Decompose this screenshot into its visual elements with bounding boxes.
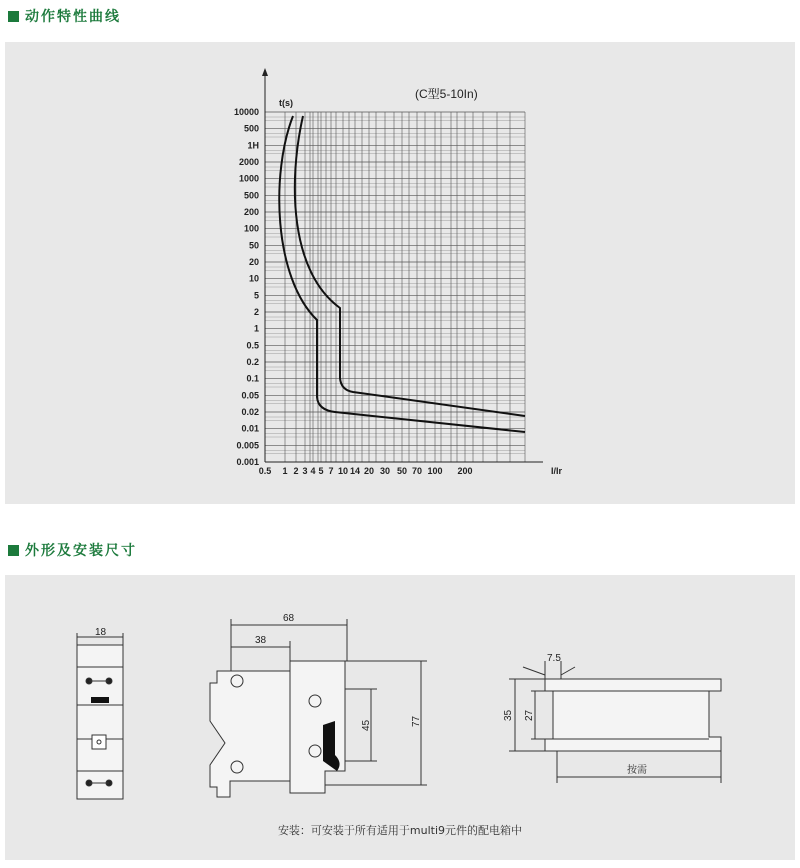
- y-tick-label: 1: [253, 323, 259, 334]
- x-tick-label: 50: [396, 466, 408, 476]
- trip-curve-chart: [5, 42, 795, 504]
- section-square-icon: [8, 11, 19, 22]
- dim-27-label: 27: [524, 709, 535, 721]
- side-view: [210, 613, 427, 797]
- dim-38-label: 38: [255, 635, 267, 646]
- y-tick-label: 0.05: [241, 390, 259, 401]
- section-title-curve: 动作特性曲线: [25, 9, 121, 25]
- y-tick-label: 0.02: [241, 407, 259, 417]
- x-tick-label: 3: [302, 466, 308, 476]
- x-tick-label: 14: [349, 466, 361, 476]
- curve-panel: [5, 42, 795, 504]
- x-tick-label: 70: [411, 466, 423, 476]
- trip-curve-upper: [295, 116, 525, 416]
- section-header-curve: [8, 6, 121, 26]
- y-tick-label: 1H: [247, 140, 259, 151]
- y-tick-label: 0.5: [246, 340, 259, 351]
- chart-title: (C型5-10In): [415, 87, 478, 101]
- x-tick-label: 7: [328, 466, 334, 476]
- y-axis-arrow: [262, 68, 268, 76]
- y-tick-label: 0.005: [236, 440, 259, 451]
- dim-18-label: 18: [95, 627, 107, 638]
- installation-note: 安装：可安装于所有适用于multi9元件的配电箱中: [277, 824, 523, 837]
- y-tick-label: 0.001: [236, 457, 259, 467]
- y-tick-label: 2: [253, 307, 259, 317]
- y-tick-label: 10: [248, 273, 259, 284]
- x-tick-label: 30: [379, 466, 391, 476]
- dim-35-label: 35: [503, 709, 514, 721]
- y-tick-label: 500: [243, 123, 259, 134]
- x-tick-label: 5: [318, 466, 324, 476]
- dim-45-label: 45: [361, 719, 372, 731]
- x-tick-label: 100: [427, 466, 443, 476]
- y-tick-label: 2000: [238, 157, 259, 167]
- rail-length-label: 按需: [627, 765, 647, 776]
- y-tick-label: 20: [248, 257, 259, 267]
- x-tick-label: 4: [310, 466, 316, 476]
- y-axis-label: t(s): [279, 98, 293, 108]
- y-tick-label: 5: [253, 290, 259, 301]
- dim-68-label: 68: [283, 613, 295, 624]
- dims-panel: [5, 575, 795, 860]
- y-tick-label: 500: [243, 190, 259, 201]
- y-tick-label: 50: [248, 240, 259, 251]
- x-tick-label: 10: [337, 466, 349, 476]
- front-view: [77, 627, 123, 799]
- dim-77-label: 77: [411, 715, 422, 727]
- section-header-dims: [8, 540, 137, 560]
- y-tick-label: 0.2: [246, 357, 259, 367]
- x-tick-label: 2: [293, 466, 299, 476]
- y-tick-label: 200: [243, 207, 259, 217]
- section-square-icon: [8, 545, 19, 556]
- y-tick-label: 1000: [238, 173, 259, 184]
- x-axis-label: I/Ir: [551, 466, 563, 476]
- section-title-dims: 外形及安装尺寸: [25, 543, 137, 559]
- din-rail-view: [503, 653, 721, 783]
- x-tick-label: 1: [282, 466, 288, 476]
- x-tick-label: 0.5: [258, 466, 272, 476]
- y-tick-label: 0.01: [241, 423, 259, 434]
- dim-7-5-label: 7.5: [547, 653, 561, 664]
- y-tick-label: 0.1: [246, 373, 259, 384]
- x-tick-label: 200: [457, 466, 473, 476]
- dimension-drawing: [5, 575, 795, 860]
- x-tick-label: 20: [363, 466, 375, 476]
- y-tick-label: 100: [243, 223, 259, 234]
- y-tick-label: 10000: [233, 107, 259, 117]
